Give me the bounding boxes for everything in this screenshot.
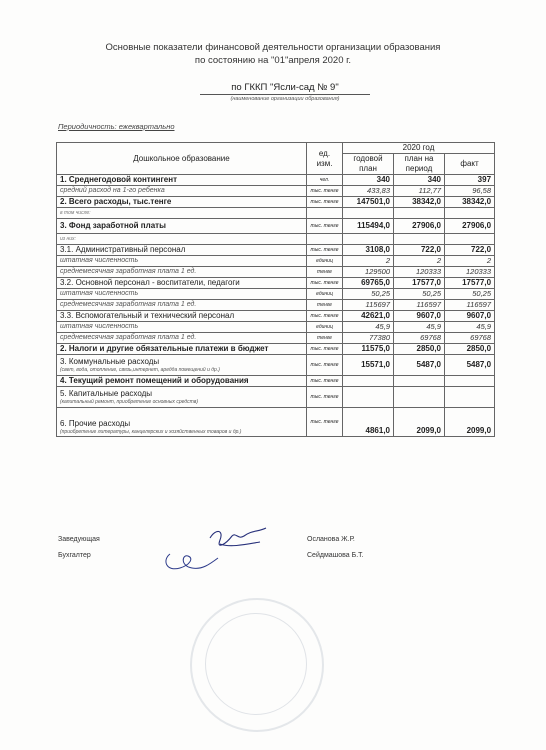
row-name: 3.2. Основной персонал - воспитатели, педагоги: [57, 278, 307, 289]
row-name: 4. Текущий ремонт помещений и оборудования: [57, 376, 307, 387]
row-unit: тыс. тенге: [307, 387, 343, 408]
row-unit: единиц: [307, 322, 343, 333]
row-unit: [307, 208, 343, 219]
row-name: 3. Фонд заработной платы: [57, 219, 307, 234]
row-value-fact: 116597: [445, 300, 495, 311]
row-value-period: 45,9: [394, 322, 445, 333]
row-value-period: [394, 387, 445, 408]
row-value-plan: 15571,0: [343, 355, 394, 376]
row-value-fact: 27906,0: [445, 219, 495, 234]
row-note: (свет, вода, отопление, связь,интернет, аредда помещений и др.): [60, 366, 220, 373]
row-unit: тенге: [307, 333, 343, 344]
row-value-period: 50,25: [394, 289, 445, 300]
table-row: [57, 387, 495, 408]
row-unit: тыс. тенге: [307, 278, 343, 289]
accountant-name: Сейдмашова Б.Т.: [307, 552, 364, 559]
row-value-plan: 115697: [343, 300, 394, 311]
row-name: [57, 355, 307, 376]
row-title: 5. Капитальные расходы: [60, 388, 153, 398]
row-value-fact: 38342,0: [445, 197, 495, 208]
row-unit: тыс. тенге: [307, 186, 343, 197]
table-row: [57, 267, 495, 278]
row-unit: тыс. тенге: [307, 355, 343, 376]
row-note: (капитальный ремонт, приобретение основных средств): [60, 398, 199, 405]
row-value-period: 27906,0: [394, 219, 445, 234]
row-value-fact: 50,25: [445, 289, 495, 300]
row-value-period: 120333: [394, 267, 445, 278]
row-value-fact: 2850,0: [445, 344, 495, 355]
table-row: [57, 175, 495, 186]
row-value-plan: 115494,0: [343, 219, 394, 234]
row-unit: единиц: [307, 289, 343, 300]
row-name: штатная численность: [57, 256, 307, 267]
table-row: [57, 197, 495, 208]
row-value-plan: 2: [343, 256, 394, 267]
table-row: [57, 219, 495, 234]
row-value-plan: [343, 234, 394, 245]
report-title-line1: Основные показатели финансовой деятельности организации образования: [105, 42, 441, 53]
row-name: 1. Среднегодовой контингент: [57, 175, 307, 186]
row-value-period: 116597: [394, 300, 445, 311]
periodicity-label: Периодичность: ежеквартально: [58, 122, 175, 131]
row-value-period: 17577,0: [394, 278, 445, 289]
row-value-fact: [445, 208, 495, 219]
row-value-plan: 11575,0: [343, 344, 394, 355]
row-value-period: 112,77: [394, 186, 445, 197]
organization-caption: (наименование организации образования): [230, 96, 340, 102]
report-title-line2: по состоянию на "01"апреля 2020 г.: [194, 55, 352, 66]
table-row: [57, 376, 495, 387]
row-value-period: [394, 208, 445, 219]
row-value-period: 2099,0: [394, 408, 445, 437]
row-value-plan: 69765,0: [343, 278, 394, 289]
table-row: [57, 355, 495, 376]
row-name: [57, 408, 307, 437]
row-unit: тыс. тенге: [307, 219, 343, 234]
row-value-plan: 340: [343, 175, 394, 186]
row-value-plan: [343, 208, 394, 219]
table-row: [57, 256, 495, 267]
row-value-fact: 69768: [445, 333, 495, 344]
table-row: [57, 289, 495, 300]
row-note: (приобретение литературы, канцелярских и хозяйственных товаров и др.): [60, 429, 242, 435]
row-value-plan: 77380: [343, 333, 394, 344]
row-unit: [307, 234, 343, 245]
row-value-period: 2850,0: [394, 344, 445, 355]
table-row: [57, 234, 495, 245]
row-value-period: 2: [394, 256, 445, 267]
row-value-period: 69768: [394, 333, 445, 344]
row-unit: тенге: [307, 300, 343, 311]
col-header-unit: ед. изм.: [307, 143, 343, 175]
row-value-fact: 120333: [445, 267, 495, 278]
financial-table: [56, 142, 495, 437]
row-value-plan: 147501,0: [343, 197, 394, 208]
row-value-period: [394, 234, 445, 245]
table-row: [57, 245, 495, 256]
row-value-period: [394, 376, 445, 387]
row-title: 3. Коммунальные расходы: [60, 356, 160, 366]
row-value-period: 340: [394, 175, 445, 186]
row-value-plan: 433,83: [343, 186, 394, 197]
row-value-period: 722,0: [394, 245, 445, 256]
row-value-plan: 4861,0: [343, 408, 394, 437]
row-value-fact: 722,0: [445, 245, 495, 256]
row-value-period: 9607,0: [394, 311, 445, 322]
row-name: 3.3. Вспомогательный и технический персонал: [57, 311, 307, 322]
table-row: [57, 344, 495, 355]
row-value-plan: 45,9: [343, 322, 394, 333]
row-value-plan: 3108,0: [343, 245, 394, 256]
col-header-plan-period: план на период: [394, 154, 445, 175]
col-header-fact: факт: [445, 154, 495, 175]
head-name: Осланова Ж.Р.: [307, 536, 355, 543]
row-value-plan: 129500: [343, 267, 394, 278]
row-value-plan: [343, 387, 394, 408]
row-name: среднемесячная заработная плата 1 ед.: [57, 267, 307, 278]
col-header-name: Дошкольное образование: [57, 143, 307, 175]
head-label: Заведующая: [58, 536, 100, 543]
row-name: в том числе:: [57, 208, 307, 219]
accountant-label: Бухгалтер: [58, 552, 91, 559]
row-unit: тыс. тенге: [307, 245, 343, 256]
table-row: [57, 208, 495, 219]
row-value-fact: [445, 234, 495, 245]
row-value-fact: [445, 387, 495, 408]
row-value-fact: 96,58: [445, 186, 495, 197]
row-unit: тыс. тенге: [307, 376, 343, 387]
organization-name: по ГККП "Ясли-сад № 9": [200, 82, 370, 95]
row-name: штатная численность: [57, 322, 307, 333]
row-value-fact: 2: [445, 256, 495, 267]
row-unit: тыс. тенге: [307, 197, 343, 208]
row-name: [57, 387, 307, 408]
row-value-plan: 50,25: [343, 289, 394, 300]
table-row: [57, 278, 495, 289]
signature-scribbles: [150, 524, 290, 576]
row-value-fact: 45,9: [445, 322, 495, 333]
row-value-fact: 2099,0: [445, 408, 495, 437]
row-name: из них:: [57, 234, 307, 245]
row-name: штатная численность: [57, 289, 307, 300]
table-row: [57, 408, 495, 437]
row-unit: тенге: [307, 267, 343, 278]
row-name: 2. Всего расходы, тыс.тенге: [57, 197, 307, 208]
row-name: среднемесячная заработная плата 1 ед.: [57, 300, 307, 311]
row-unit: тыс. тенге: [307, 344, 343, 355]
row-value-fact: 5487,0: [445, 355, 495, 376]
row-name: 3.1. Административный персонал: [57, 245, 307, 256]
row-value-plan: 42621,0: [343, 311, 394, 322]
table-row: [57, 322, 495, 333]
row-value-fact: [445, 376, 495, 387]
row-value-fact: 9607,0: [445, 311, 495, 322]
col-header-plan-year: годовой план: [343, 154, 394, 175]
row-unit: единиц: [307, 256, 343, 267]
table-row: [57, 300, 495, 311]
row-name: 2. Налоги и другие обязательные платежи в бюджет: [57, 344, 307, 355]
row-value-period: 38342,0: [394, 197, 445, 208]
row-name: средний расход на 1-го ребенка: [57, 186, 307, 197]
row-unit: тыс. тенге: [307, 408, 343, 437]
col-header-year: 2020 год: [343, 143, 495, 154]
stamp-seal-inner: [205, 613, 307, 715]
row-value-period: 5487,0: [394, 355, 445, 376]
row-title: 6. Прочие расходы: [60, 419, 131, 428]
row-value-plan: [343, 376, 394, 387]
table-row: [57, 186, 495, 197]
row-name: среднемесячная заработная плата 1 ед.: [57, 333, 307, 344]
row-value-fact: 17577,0: [445, 278, 495, 289]
row-unit: чел.: [307, 175, 343, 186]
row-unit: тыс. тенге: [307, 311, 343, 322]
row-value-fact: 397: [445, 175, 495, 186]
table-row: [57, 311, 495, 322]
table-row: [57, 333, 495, 344]
